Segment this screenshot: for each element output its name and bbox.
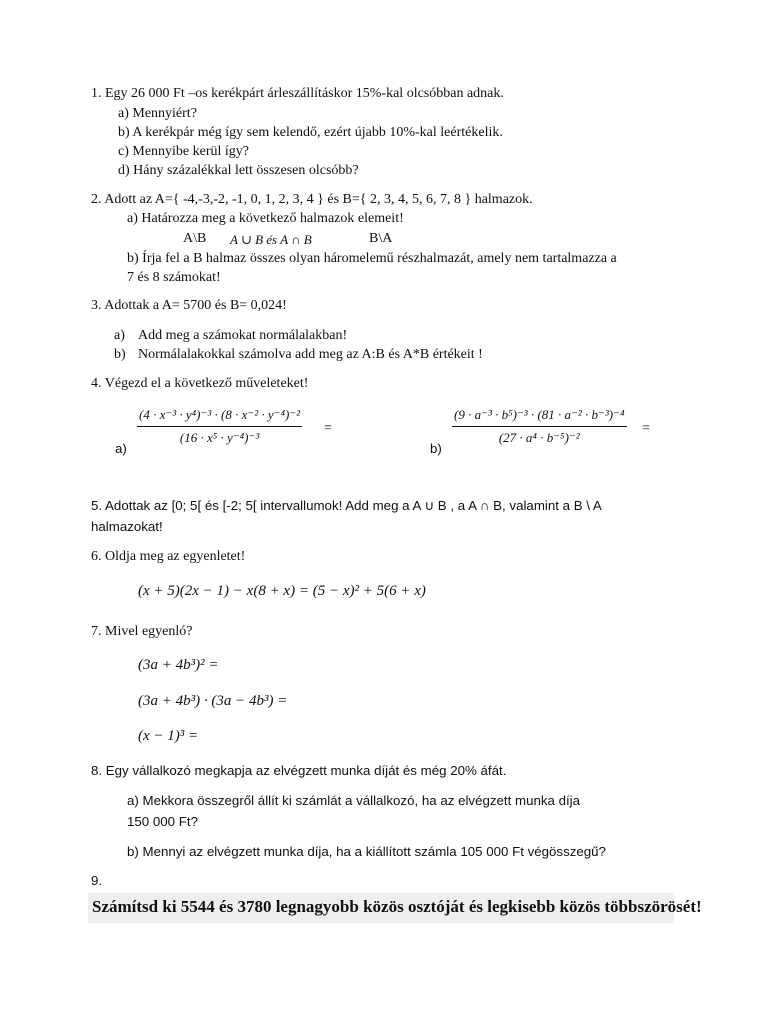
- q3-b-label: b): [114, 347, 126, 362]
- q4-a-denominator: (16 · x⁵ · y⁻⁴)⁻³: [179, 430, 260, 445]
- q1-b: b) A kerékpár még így sem kelendő, ezért újabb 10%-kal leértékelik.: [118, 125, 503, 140]
- q2-b-line1: b) Írja fel a B halmaz összes olyan háromelemű részhalmazát, amely nem tartalmazza a: [127, 251, 617, 266]
- q9-text: Számítsd ki 5544 és 3780 legnagyobb közös osztóját és legkisebb közös többszörösét!: [92, 897, 702, 916]
- q3-a-label: a): [114, 328, 125, 343]
- q8-a-line2: 150 000 Ft?: [127, 814, 198, 829]
- q5-line2: halmazokat!: [91, 519, 163, 534]
- q2-title: 2. Adott az A={ -4,-3,-2, -1, 0, 1, 2, 3, 4 } és B={ 2, 3, 4, 5, 6, 7, 8 } halmazok.: [91, 192, 533, 207]
- q4-title: 4. Végezd el a következő műveleteket!: [91, 376, 309, 391]
- q4-b-fraction: [452, 407, 627, 446]
- q4-a-label: a): [115, 441, 127, 456]
- q6-equation: (x + 5)(2x − 1) − x(8 + x) = (5 − x)² + 5(6 + x): [138, 583, 426, 599]
- q1-a: a) Mennyiért?: [118, 106, 197, 121]
- q1-title: 1. Egy 26 000 Ft –os kerékpárt árleszállításkor 15%-kal olcsóbban adnak.: [91, 86, 504, 101]
- q7-title: 7. Mivel egyenló?: [91, 624, 193, 639]
- q4-b-label: b): [430, 441, 442, 456]
- q1-d: d) Hány százalékkal lett összesen olcsóbb?: [118, 163, 359, 178]
- q9-number: 9.: [91, 873, 103, 888]
- q6-title: 6. Oldja meg az egyenletet!: [91, 549, 246, 564]
- q3-title: 3. Adottak a A= 5700 és B= 0,024!: [91, 298, 287, 313]
- q3-b: Normálalakokkal számolva add meg az A:B és A*B értékeit !: [138, 347, 483, 362]
- q8-title: 8. Egy vállalkozó megkapja az elvégzett munka díját és még 20% áfát.: [91, 763, 507, 778]
- q8-a-line1: a) Mekkora összegről állít ki számlát a vállalkozó, ha az elvégzett munka díja: [127, 793, 581, 808]
- q4-a-equals: =: [324, 421, 332, 436]
- q2-b-line2: 7 és 8 számokat!: [127, 270, 221, 285]
- q2-set-difference-ab: A\B: [183, 231, 207, 246]
- q2-a: a) Határozza meg a következő halmazok elemeit!: [127, 211, 404, 226]
- q4-b-denominator: (27 · a⁴ · b⁻⁵)⁻²: [498, 430, 580, 445]
- q4-a-fraction: [137, 407, 302, 446]
- q1-c: c) Mennyibe kerül így?: [118, 144, 250, 159]
- q5-line1: 5. Adottak az [0; 5[ és [-2; 5[ intervallumok! Add meg a A ∪ B , a A ∩ B, valamint a B \ A: [91, 498, 602, 513]
- q3-a: Add meg a számokat normálalakban!: [138, 328, 348, 343]
- q4-a-numerator: (4 · x⁻³ · y⁴)⁻³ · (8 · x⁻² · y⁻⁴)⁻²: [137, 407, 302, 427]
- q7-expression-1: (3a + 4b³)² =: [138, 657, 219, 673]
- q2-set-difference-ba: B\A: [369, 231, 393, 246]
- q4-b-equals: =: [642, 421, 650, 436]
- q8-b: b) Mennyi az elvégzett munka díja, ha a kiállított számla 105 000 Ft végösszegű?: [127, 844, 606, 859]
- q4-b-numerator: (9 · a⁻³ · b⁵)⁻³ · (81 · a⁻² · b⁻³)⁻⁴: [452, 407, 627, 427]
- q7-expression-2: (3a + 4b³) · (3a − 4b³) =: [138, 693, 288, 709]
- q2-set-union-intersection: A ∪ B és A ∩ B: [230, 232, 312, 247]
- q7-expression-3: (x − 1)³ =: [138, 728, 199, 744]
